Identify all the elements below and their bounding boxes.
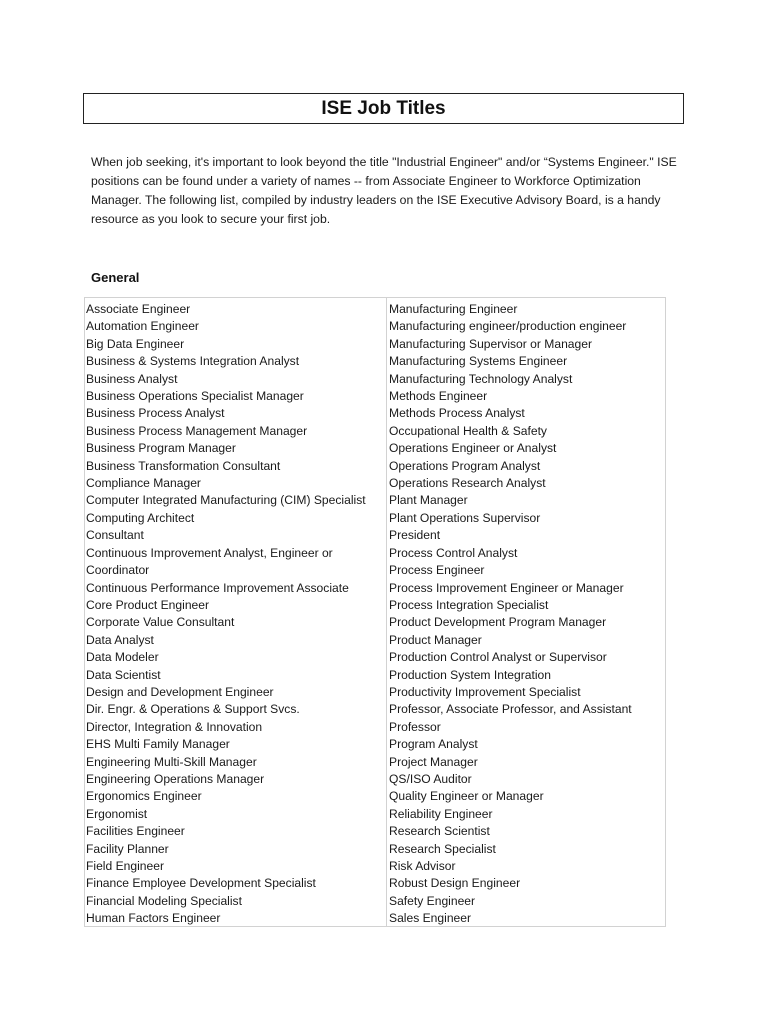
job-title-cell: Quality Engineer or Manager [389,789,544,804]
job-title-cell: Manufacturing Supervisor or Manager [389,336,593,351]
job-title-cell: Human Factors Engineer [86,911,221,926]
job-title-cell: Facility Planner [86,841,169,856]
job-title-cell: Methods Engineer [389,389,488,404]
job-title-cell: Compliance Manager [86,476,201,491]
job-title-cell: Plant Operations Supervisor [389,510,541,525]
job-title-cell: Business Transformation Consultant [86,458,281,473]
job-title-cell: Business Process Management Manager [86,423,308,438]
job-title-cell: Dir. Engr. & Operations & Support Svcs. [86,702,300,717]
job-title-cell: Automation Engineer [86,319,199,334]
job-title-cell: Methods Process Analyst [389,406,525,421]
job-title-cell: Product Manager [389,632,482,647]
job-title-cell: Coordinator [86,563,150,578]
job-title-cell: Computing Architect [86,510,195,525]
job-title-cell: Plant Manager [389,493,468,508]
job-title-cell: Data Scientist [86,667,161,682]
job-title-cell: Process Engineer [389,563,485,578]
job-title-cell: EHS Multi Family Manager [86,737,230,752]
job-title-cell: Process Control Analyst [389,545,518,560]
job-title-cell: Big Data Engineer [86,336,185,351]
job-title-cell: Finance Employee Development Specialist [86,876,316,891]
job-title-cell: Facilities Engineer [86,824,185,839]
job-title-cell: Production Control Analyst or Supervisor [389,650,607,665]
job-titles-right-column [387,298,665,926]
job-title-cell: Project Manager [389,754,478,769]
job-title-cell: Professor [389,719,441,734]
job-title-cell: Process Improvement Engineer or Manager [389,580,624,595]
job-title-cell: Computer Integrated Manufacturing (CIM) Specialist [86,493,366,508]
job-title-cell: Operations Research Analyst [389,476,546,491]
title-box [83,93,684,124]
job-title-cell: Manufacturing engineer/production engineer [389,319,627,334]
job-title-cell: Field Engineer [86,859,164,873]
page-title: ISE Job Titles [321,97,446,119]
job-title-cell: Research Specialist [389,841,496,856]
job-title-cell: Director, Integration & Innovation [86,719,263,734]
job-title-cell: Occupational Health & Safety [389,423,547,438]
job-title-cell: Design and Development Engineer [86,684,274,699]
job-title-cell: Operations Engineer or Analyst [389,441,557,456]
job-title-cell: Associate Engineer [86,302,191,316]
job-title-cell: Continuous Performance Improvement Associate [86,580,349,595]
job-titles-table [84,297,666,927]
job-title-cell: Corporate Value Consultant [86,615,235,630]
job-title-cell: Engineering Operations Manager [86,771,265,786]
intro-paragraph: When job seeking, it's important to look beyond the title "Industrial Engineer" and/or “Systems Engineer." ISE positions can be found under a variety of names -- from Associate Engineer to Workforce Optimization Manager. The following list, compiled by industry leaders on the ISE Executive Advisory Board, is a handy resource as you look to secure your first job. [91,155,677,226]
job-titles-left-column [85,298,387,926]
job-title-cell: Engineering Multi-Skill Manager [86,754,257,769]
job-title-cell: Data Modeler [86,650,159,665]
job-title-cell: Consultant [86,528,144,543]
job-title-cell: Professor, Associate Professor, and Assistant [389,702,632,717]
job-title-cell: Sales Engineer [389,911,472,926]
job-title-cell: Product Development Program Manager [389,615,607,630]
job-title-cell: Robust Design Engineer [389,876,521,891]
job-title-cell: Core Product Engineer [86,597,210,612]
job-title-cell: Business Program Manager [86,441,236,456]
job-title-cell: Business Analyst [86,371,178,386]
job-title-cell: Manufacturing Engineer [389,302,518,316]
job-title-cell: Business Process Analyst [86,406,225,421]
job-title-cell: Ergonomist [86,806,148,821]
job-title-cell: Risk Advisor [389,859,456,873]
job-title-cell: QS/ISO Auditor [389,771,472,786]
job-title-cell: President [389,528,441,543]
job-title-cell: Financial Modeling Specialist [86,893,242,908]
job-title-cell: Manufacturing Technology Analyst [389,371,573,386]
job-title-cell: Operations Program Analyst [389,458,541,473]
job-title-cell: Production System Integration [389,667,552,682]
job-title-cell: Ergonomics Engineer [86,789,202,804]
job-title-cell: Research Scientist [389,824,490,839]
job-title-cell: Reliability Engineer [389,806,493,821]
job-title-cell: Business & Systems Integration Analyst [86,354,300,369]
job-title-cell: Continuous Improvement Analyst, Engineer or [86,545,333,560]
job-title-cell: Productivity Improvement Specialist [389,684,581,699]
section-heading: General [91,270,140,285]
job-title-cell: Business Operations Specialist Manager [86,389,304,404]
job-title-cell: Safety Engineer [389,893,476,908]
job-title-cell: Manufacturing Systems Engineer [389,354,568,369]
job-title-cell: Process Integration Specialist [389,597,549,612]
job-title-cell: Program Analyst [389,737,478,752]
job-title-cell: Data Analyst [86,632,154,647]
